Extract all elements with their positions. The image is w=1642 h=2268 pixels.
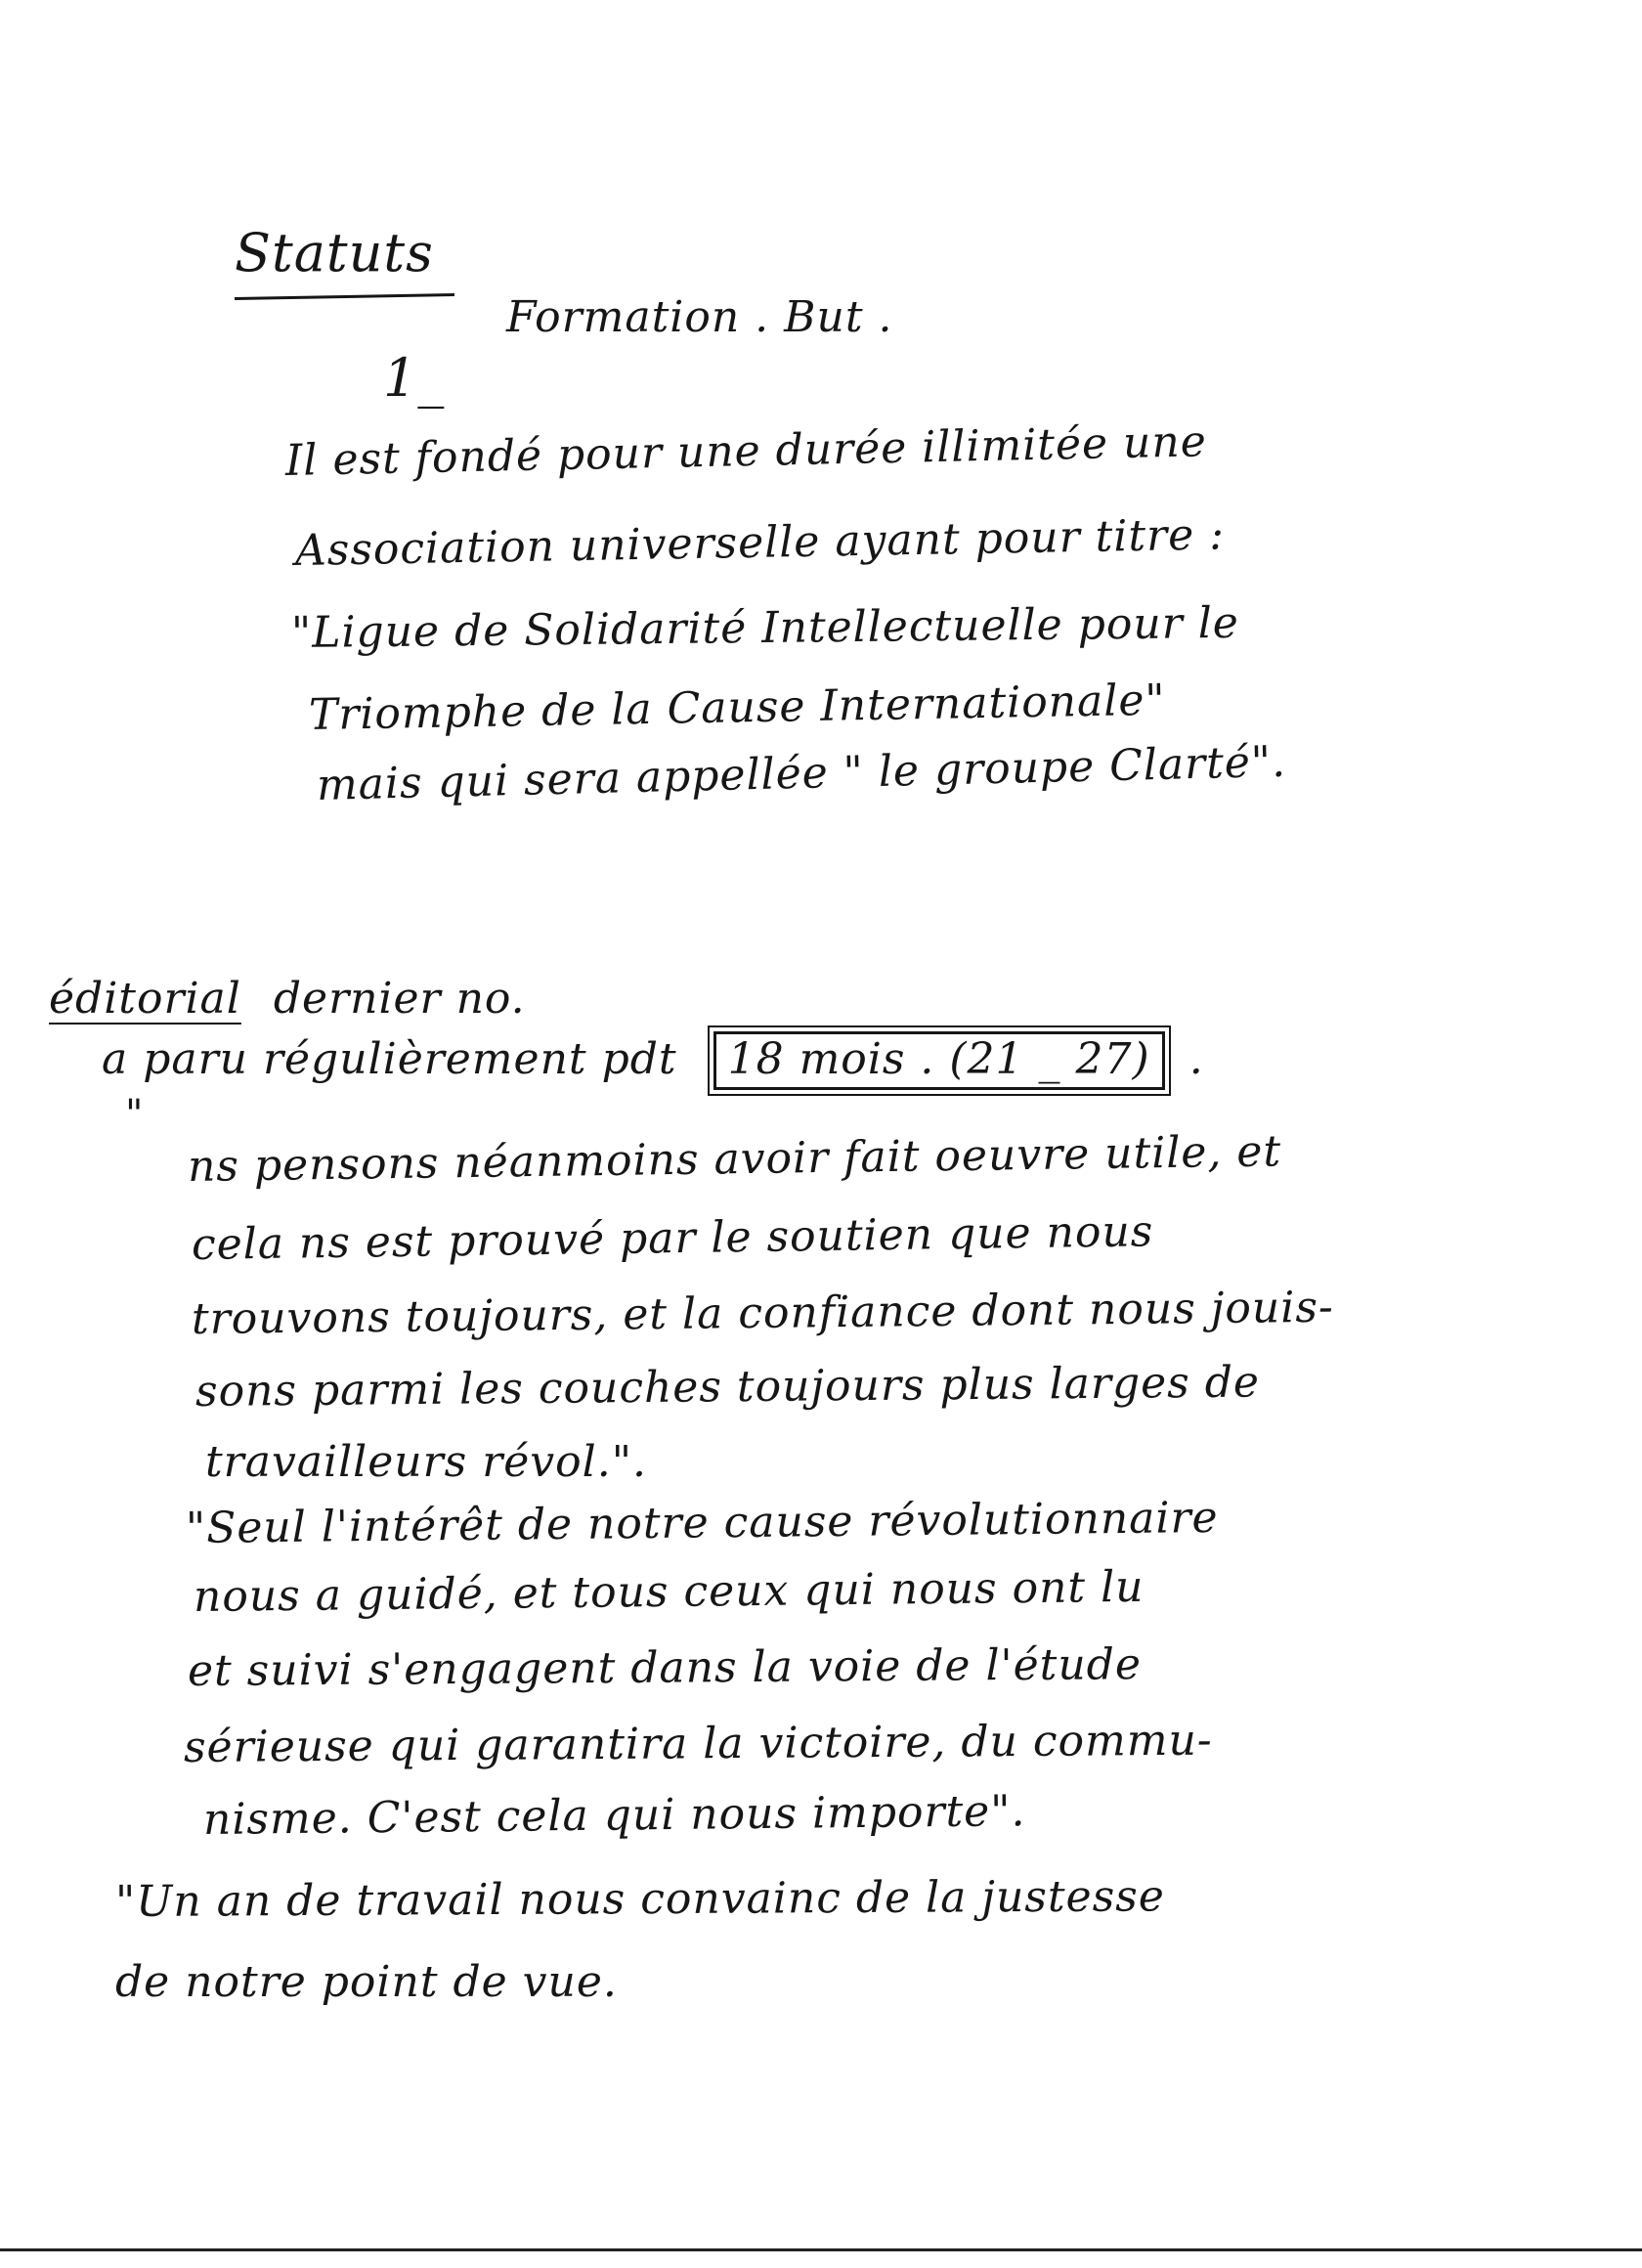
scan-edge-line xyxy=(0,2248,1642,2251)
page-heading: Statuts xyxy=(235,222,434,284)
editorial-line: trouvons toujours, et la confiance dont nous jouis- xyxy=(191,1282,1335,1344)
editorial-line: nisme. C'est cela qui nous importe". xyxy=(202,1786,1026,1845)
editorial-line: nous a guidé, et tous ceux qui nous ont lu xyxy=(193,1561,1145,1622)
editorial-line: sérieuse qui garantira la victoire, du commu- xyxy=(183,1715,1213,1772)
subheading: Formation . But . xyxy=(506,292,893,342)
editorial-line-published xyxy=(102,1031,1204,1090)
editorial-line: et suivi s'engagent dans la voie de l'étude xyxy=(187,1639,1143,1696)
editorial-label-rest: dernier no. xyxy=(273,974,526,1024)
editorial-line: sons parmi les couches toujours plus larges de xyxy=(194,1357,1261,1417)
article-number: 1_ xyxy=(383,347,446,409)
editorial-line: de notre point de vue. xyxy=(115,1957,618,2007)
editorial-line: "Un an de travail nous convainc de la justesse xyxy=(114,1871,1165,1927)
editorial-line: travailleurs révol.". xyxy=(205,1437,647,1487)
editorial-line: cela ns est prouvé par le soutien que nous xyxy=(191,1206,1154,1270)
statute-line: Il est fondé pour une durée illimitée une xyxy=(284,416,1208,486)
statute-line: Triomphe de la Cause Internationale" xyxy=(308,675,1167,740)
duration-box: 18 mois . (21 _ 27) xyxy=(713,1031,1165,1090)
statute-line: mais qui sera appellée " le groupe Clarté". xyxy=(316,736,1287,810)
quote-mark: " xyxy=(125,1092,145,1137)
editorial-label: éditorial xyxy=(49,974,241,1024)
editorial-heading xyxy=(49,974,526,1024)
published-period: . xyxy=(1188,1034,1204,1084)
statute-line: Association universelle ayant pour titre : xyxy=(294,509,1226,576)
statute-line: "Ligue de Solidarité Intellectuelle pour le xyxy=(290,597,1240,658)
heading-underline xyxy=(235,293,454,300)
published-text: a paru régulièrement pdt xyxy=(102,1034,677,1084)
editorial-line: ns pensons néanmoins avoir fait oeuvre utile, et xyxy=(187,1126,1282,1192)
editorial-line: "Seul l'intérêt de notre cause révolutionnaire xyxy=(185,1492,1219,1553)
